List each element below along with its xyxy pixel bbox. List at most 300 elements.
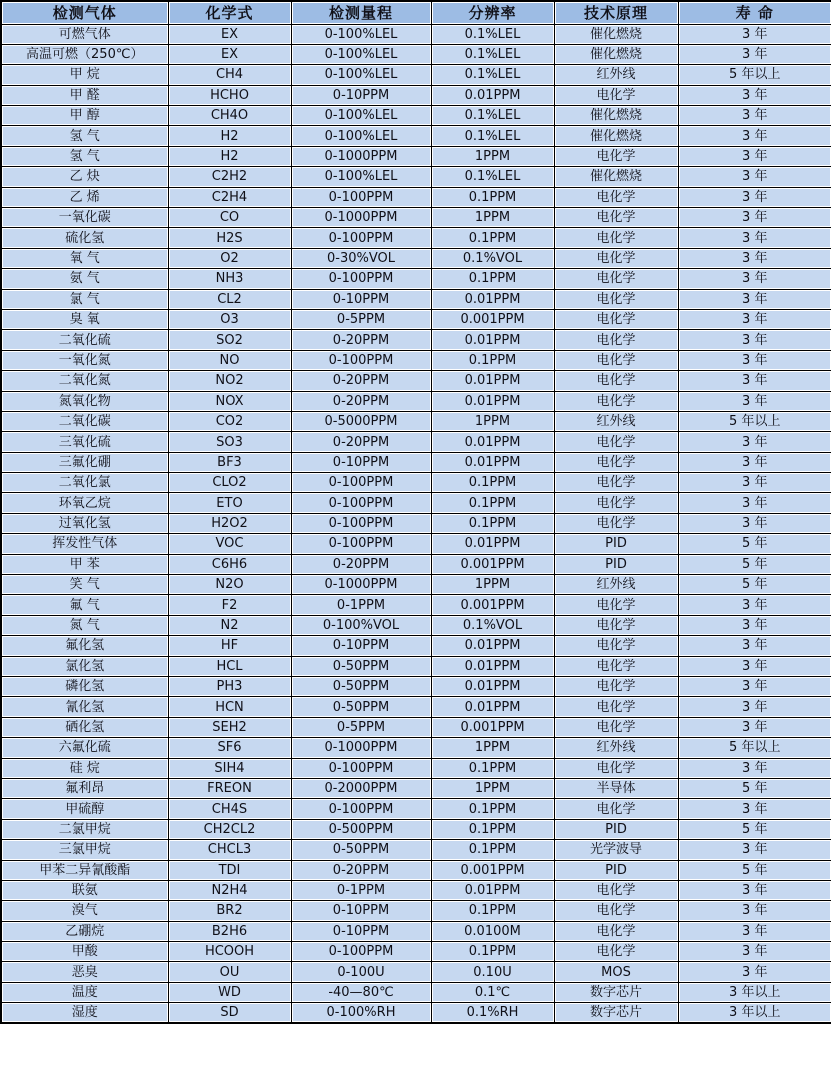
cell-technical-principle: 催化燃烧 bbox=[554, 167, 678, 187]
cell-gas-name: 乙硼烷 bbox=[1, 921, 168, 941]
cell-gas-name: 三氟化硼 bbox=[1, 452, 168, 472]
cell-gas-name: 湿度 bbox=[1, 1003, 168, 1023]
cell-lifespan: 3 年 bbox=[678, 330, 831, 350]
cell-gas-name: 氟化氢 bbox=[1, 636, 168, 656]
cell-resolution: 0.1PPM bbox=[431, 942, 554, 962]
cell-detection-range: 0-20PPM bbox=[291, 554, 431, 574]
cell-resolution: 0.01PPM bbox=[431, 371, 554, 391]
cell-detection-range: 0-500PPM bbox=[291, 819, 431, 839]
cell-technical-principle: 电化学 bbox=[554, 615, 678, 635]
cell-gas-name: 温度 bbox=[1, 982, 168, 1002]
table-header bbox=[1, 1, 831, 24]
column-header-chemical-formula: 化学式 bbox=[168, 1, 291, 24]
cell-technical-principle: 光学波导 bbox=[554, 840, 678, 860]
cell-detection-range: 0-50PPM bbox=[291, 677, 431, 697]
cell-detection-range: 0-100PPM bbox=[291, 513, 431, 533]
cell-technical-principle: 电化学 bbox=[554, 391, 678, 411]
cell-detection-range: 0-1000PPM bbox=[291, 575, 431, 595]
table-row bbox=[1, 697, 831, 717]
cell-resolution: 0.01PPM bbox=[431, 880, 554, 900]
cell-chemical-formula: HCN bbox=[168, 697, 291, 717]
cell-lifespan: 5 年以上 bbox=[678, 65, 831, 85]
cell-detection-range: 0-100PPM bbox=[291, 799, 431, 819]
cell-technical-principle: 电化学 bbox=[554, 473, 678, 493]
cell-gas-name: 二氧化硫 bbox=[1, 330, 168, 350]
table-row bbox=[1, 391, 831, 411]
cell-chemical-formula: CL2 bbox=[168, 289, 291, 309]
cell-gas-name: 二氧化氮 bbox=[1, 371, 168, 391]
table-row bbox=[1, 85, 831, 105]
cell-lifespan: 5 年 bbox=[678, 534, 831, 554]
cell-detection-range: 0-2000PPM bbox=[291, 778, 431, 798]
cell-resolution: 0.1%LEL bbox=[431, 167, 554, 187]
cell-gas-name: 过氧化氢 bbox=[1, 513, 168, 533]
cell-detection-range: 0-20PPM bbox=[291, 371, 431, 391]
cell-chemical-formula: F2 bbox=[168, 595, 291, 615]
cell-resolution: 1PPM bbox=[431, 738, 554, 758]
cell-resolution: 0.1%LEL bbox=[431, 44, 554, 64]
cell-gas-name: 甲 醛 bbox=[1, 85, 168, 105]
cell-chemical-formula: SF6 bbox=[168, 738, 291, 758]
cell-detection-range: 0-1PPM bbox=[291, 880, 431, 900]
table-row bbox=[1, 554, 831, 574]
table-row bbox=[1, 942, 831, 962]
cell-resolution: 0.1PPM bbox=[431, 187, 554, 207]
cell-gas-name: 恶臭 bbox=[1, 962, 168, 982]
cell-technical-principle: 电化学 bbox=[554, 636, 678, 656]
cell-resolution: 0.01PPM bbox=[431, 636, 554, 656]
table-row bbox=[1, 452, 831, 472]
cell-resolution: 0.1PPM bbox=[431, 819, 554, 839]
table-row bbox=[1, 269, 831, 289]
cell-gas-name: 氧 气 bbox=[1, 248, 168, 268]
cell-gas-name: 氟 气 bbox=[1, 595, 168, 615]
cell-chemical-formula: CH4S bbox=[168, 799, 291, 819]
cell-lifespan: 3 年 bbox=[678, 85, 831, 105]
cell-gas-name: 氟利昂 bbox=[1, 778, 168, 798]
cell-gas-name: 二氧化氯 bbox=[1, 473, 168, 493]
cell-detection-range: 0-100%LEL bbox=[291, 126, 431, 146]
table-row bbox=[1, 778, 831, 798]
cell-detection-range: 0-10PPM bbox=[291, 921, 431, 941]
cell-gas-name: 挥发性气体 bbox=[1, 534, 168, 554]
cell-lifespan: 3 年 bbox=[678, 840, 831, 860]
cell-gas-name: 高温可燃（250℃） bbox=[1, 44, 168, 64]
table-row bbox=[1, 411, 831, 431]
cell-lifespan: 5 年 bbox=[678, 575, 831, 595]
table-row bbox=[1, 982, 831, 1002]
cell-technical-principle: 电化学 bbox=[554, 758, 678, 778]
cell-lifespan: 3 年 bbox=[678, 901, 831, 921]
table-row bbox=[1, 758, 831, 778]
cell-detection-range: 0-1000PPM bbox=[291, 146, 431, 166]
cell-lifespan: 3 年 bbox=[678, 942, 831, 962]
cell-resolution: 0.01PPM bbox=[431, 391, 554, 411]
cell-lifespan: 3 年 bbox=[678, 656, 831, 676]
cell-detection-range: 0-10PPM bbox=[291, 901, 431, 921]
cell-detection-range: 0-100PPM bbox=[291, 187, 431, 207]
cell-technical-principle: 催化燃烧 bbox=[554, 126, 678, 146]
cell-resolution: 0.1%LEL bbox=[431, 24, 554, 44]
cell-lifespan: 3 年 bbox=[678, 921, 831, 941]
cell-gas-name: 甲 醇 bbox=[1, 106, 168, 126]
cell-lifespan: 3 年 bbox=[678, 962, 831, 982]
table-row bbox=[1, 575, 831, 595]
cell-lifespan: 5 年 bbox=[678, 554, 831, 574]
cell-gas-name: 氰化氢 bbox=[1, 697, 168, 717]
table-row bbox=[1, 330, 831, 350]
cell-lifespan: 5 年 bbox=[678, 778, 831, 798]
cell-chemical-formula: VOC bbox=[168, 534, 291, 554]
cell-technical-principle: 红外线 bbox=[554, 411, 678, 431]
table-row bbox=[1, 493, 831, 513]
cell-resolution: 0.001PPM bbox=[431, 860, 554, 880]
cell-detection-range: 0-1000PPM bbox=[291, 208, 431, 228]
cell-gas-name: 氯化氢 bbox=[1, 656, 168, 676]
cell-lifespan: 3 年 bbox=[678, 371, 831, 391]
cell-detection-range: 0-20PPM bbox=[291, 330, 431, 350]
cell-technical-principle: 电化学 bbox=[554, 371, 678, 391]
cell-chemical-formula: SD bbox=[168, 1003, 291, 1023]
cell-gas-name: 笑 气 bbox=[1, 575, 168, 595]
cell-technical-principle: 电化学 bbox=[554, 595, 678, 615]
cell-resolution: 0.1℃ bbox=[431, 982, 554, 1002]
cell-resolution: 1PPM bbox=[431, 575, 554, 595]
cell-detection-range: 0-20PPM bbox=[291, 860, 431, 880]
cell-detection-range: 0-100%VOL bbox=[291, 615, 431, 635]
cell-resolution: 1PPM bbox=[431, 146, 554, 166]
cell-detection-range: 0-50PPM bbox=[291, 840, 431, 860]
cell-gas-name: 氯 气 bbox=[1, 289, 168, 309]
cell-technical-principle: 电化学 bbox=[554, 452, 678, 472]
table-row bbox=[1, 962, 831, 982]
cell-detection-range: 0-50PPM bbox=[291, 656, 431, 676]
table-row bbox=[1, 208, 831, 228]
cell-detection-range: 0-100PPM bbox=[291, 758, 431, 778]
cell-detection-range: -40—80℃ bbox=[291, 982, 431, 1002]
cell-technical-principle: 红外线 bbox=[554, 575, 678, 595]
cell-resolution: 0.1PPM bbox=[431, 840, 554, 860]
cell-resolution: 0.01PPM bbox=[431, 330, 554, 350]
column-header-lifespan: 寿 命 bbox=[678, 1, 831, 24]
cell-chemical-formula: TDI bbox=[168, 860, 291, 880]
cell-lifespan: 3 年 bbox=[678, 615, 831, 635]
cell-gas-name: 氮 气 bbox=[1, 615, 168, 635]
cell-resolution: 0.1%LEL bbox=[431, 126, 554, 146]
cell-detection-range: 0-5PPM bbox=[291, 309, 431, 329]
cell-chemical-formula: OU bbox=[168, 962, 291, 982]
cell-gas-name: 甲苯二异氰酸酯 bbox=[1, 860, 168, 880]
table-row bbox=[1, 44, 831, 64]
cell-lifespan: 3 年 bbox=[678, 167, 831, 187]
cell-resolution: 0.10U bbox=[431, 962, 554, 982]
column-header-detection-range: 检测量程 bbox=[291, 1, 431, 24]
cell-resolution: 0.1PPM bbox=[431, 473, 554, 493]
cell-chemical-formula: O3 bbox=[168, 309, 291, 329]
cell-gas-name: 环氧乙烷 bbox=[1, 493, 168, 513]
cell-lifespan: 3 年 bbox=[678, 880, 831, 900]
cell-gas-name: 二氯甲烷 bbox=[1, 819, 168, 839]
cell-technical-principle: 电化学 bbox=[554, 799, 678, 819]
cell-technical-principle: 电化学 bbox=[554, 513, 678, 533]
cell-chemical-formula: CHCL3 bbox=[168, 840, 291, 860]
table-row bbox=[1, 840, 831, 860]
cell-technical-principle: PID bbox=[554, 819, 678, 839]
cell-resolution: 0.01PPM bbox=[431, 534, 554, 554]
cell-chemical-formula: CH4 bbox=[168, 65, 291, 85]
cell-resolution: 1PPM bbox=[431, 208, 554, 228]
cell-lifespan: 3 年以上 bbox=[678, 1003, 831, 1023]
table-row bbox=[1, 106, 831, 126]
table-row bbox=[1, 901, 831, 921]
cell-resolution: 0.01PPM bbox=[431, 289, 554, 309]
cell-lifespan: 3 年 bbox=[678, 493, 831, 513]
cell-technical-principle: 电化学 bbox=[554, 901, 678, 921]
cell-resolution: 0.01PPM bbox=[431, 432, 554, 452]
cell-lifespan: 3 年 bbox=[678, 126, 831, 146]
table-row bbox=[1, 513, 831, 533]
table-row bbox=[1, 819, 831, 839]
cell-chemical-formula: O2 bbox=[168, 248, 291, 268]
cell-detection-range: 0-100%RH bbox=[291, 1003, 431, 1023]
cell-lifespan: 5 年 bbox=[678, 860, 831, 880]
cell-chemical-formula: BR2 bbox=[168, 901, 291, 921]
cell-detection-range: 0-5PPM bbox=[291, 717, 431, 737]
cell-detection-range: 0-10PPM bbox=[291, 636, 431, 656]
cell-technical-principle: 电化学 bbox=[554, 697, 678, 717]
cell-detection-range: 0-10PPM bbox=[291, 452, 431, 472]
cell-resolution: 1PPM bbox=[431, 411, 554, 431]
table-row bbox=[1, 1003, 831, 1023]
cell-resolution: 0.1PPM bbox=[431, 228, 554, 248]
cell-chemical-formula: NO2 bbox=[168, 371, 291, 391]
table-row bbox=[1, 860, 831, 880]
table-row bbox=[1, 799, 831, 819]
cell-lifespan: 3 年 bbox=[678, 248, 831, 268]
cell-gas-name: 氮氧化物 bbox=[1, 391, 168, 411]
cell-chemical-formula: HCL bbox=[168, 656, 291, 676]
cell-technical-principle: 数字芯片 bbox=[554, 982, 678, 1002]
cell-lifespan: 5 年以上 bbox=[678, 411, 831, 431]
table-row bbox=[1, 371, 831, 391]
cell-technical-principle: MOS bbox=[554, 962, 678, 982]
cell-detection-range: 0-100%LEL bbox=[291, 44, 431, 64]
cell-detection-range: 0-50PPM bbox=[291, 697, 431, 717]
cell-gas-name: 一氧化氮 bbox=[1, 350, 168, 370]
cell-technical-principle: 电化学 bbox=[554, 942, 678, 962]
cell-detection-range: 0-100PPM bbox=[291, 473, 431, 493]
cell-chemical-formula: B2H6 bbox=[168, 921, 291, 941]
cell-lifespan: 3 年 bbox=[678, 799, 831, 819]
cell-lifespan: 3 年 bbox=[678, 513, 831, 533]
cell-resolution: 0.01PPM bbox=[431, 697, 554, 717]
cell-technical-principle: 电化学 bbox=[554, 493, 678, 513]
table-row bbox=[1, 248, 831, 268]
cell-gas-name: 甲 苯 bbox=[1, 554, 168, 574]
cell-detection-range: 0-20PPM bbox=[291, 391, 431, 411]
cell-detection-range: 0-10PPM bbox=[291, 289, 431, 309]
cell-gas-name: 三氧化硫 bbox=[1, 432, 168, 452]
cell-gas-name: 甲 烷 bbox=[1, 65, 168, 85]
cell-chemical-formula: SO3 bbox=[168, 432, 291, 452]
cell-technical-principle: 电化学 bbox=[554, 248, 678, 268]
cell-gas-name: 溴气 bbox=[1, 901, 168, 921]
cell-lifespan: 5 年以上 bbox=[678, 738, 831, 758]
cell-technical-principle: 电化学 bbox=[554, 350, 678, 370]
cell-chemical-formula: HCHO bbox=[168, 85, 291, 105]
cell-gas-name: 氨 气 bbox=[1, 269, 168, 289]
cell-gas-name: 硅 烷 bbox=[1, 758, 168, 778]
cell-resolution: 0.001PPM bbox=[431, 717, 554, 737]
cell-chemical-formula: H2S bbox=[168, 228, 291, 248]
cell-chemical-formula: C2H2 bbox=[168, 167, 291, 187]
cell-chemical-formula: EX bbox=[168, 44, 291, 64]
cell-detection-range: 0-100%LEL bbox=[291, 106, 431, 126]
cell-gas-name: 硫化氢 bbox=[1, 228, 168, 248]
cell-lifespan: 3 年 bbox=[678, 697, 831, 717]
cell-resolution: 0.1PPM bbox=[431, 513, 554, 533]
cell-chemical-formula: CH2CL2 bbox=[168, 819, 291, 839]
cell-gas-name: 臭 氧 bbox=[1, 309, 168, 329]
cell-chemical-formula: ETO bbox=[168, 493, 291, 513]
cell-chemical-formula: HCOOH bbox=[168, 942, 291, 962]
cell-chemical-formula: N2O bbox=[168, 575, 291, 595]
cell-gas-name: 一氧化碳 bbox=[1, 208, 168, 228]
cell-chemical-formula: CO2 bbox=[168, 411, 291, 431]
cell-technical-principle: 电化学 bbox=[554, 677, 678, 697]
cell-technical-principle: 电化学 bbox=[554, 717, 678, 737]
cell-technical-principle: 电化学 bbox=[554, 921, 678, 941]
cell-gas-name: 甲酸 bbox=[1, 942, 168, 962]
cell-lifespan: 3 年 bbox=[678, 289, 831, 309]
cell-gas-name: 六氟化硫 bbox=[1, 738, 168, 758]
cell-lifespan: 3 年 bbox=[678, 228, 831, 248]
cell-gas-name: 氢 气 bbox=[1, 146, 168, 166]
cell-detection-range: 0-100%LEL bbox=[291, 65, 431, 85]
cell-lifespan: 3 年 bbox=[678, 452, 831, 472]
table-row bbox=[1, 534, 831, 554]
table-row bbox=[1, 677, 831, 697]
cell-resolution: 0.0100M bbox=[431, 921, 554, 941]
cell-chemical-formula: H2 bbox=[168, 146, 291, 166]
cell-technical-principle: PID bbox=[554, 534, 678, 554]
cell-lifespan: 3 年 bbox=[678, 44, 831, 64]
cell-chemical-formula: NH3 bbox=[168, 269, 291, 289]
table-row bbox=[1, 738, 831, 758]
table-row bbox=[1, 595, 831, 615]
cell-resolution: 0.1PPM bbox=[431, 901, 554, 921]
cell-chemical-formula: NO bbox=[168, 350, 291, 370]
cell-lifespan: 3 年 bbox=[678, 636, 831, 656]
cell-chemical-formula: N2H4 bbox=[168, 880, 291, 900]
cell-lifespan: 5 年 bbox=[678, 819, 831, 839]
cell-gas-name: 磷化氢 bbox=[1, 677, 168, 697]
cell-resolution: 0.001PPM bbox=[431, 595, 554, 615]
cell-detection-range: 0-100PPM bbox=[291, 269, 431, 289]
cell-resolution: 0.1PPM bbox=[431, 758, 554, 778]
cell-chemical-formula: C2H4 bbox=[168, 187, 291, 207]
table-row bbox=[1, 126, 831, 146]
cell-technical-principle: 电化学 bbox=[554, 330, 678, 350]
cell-chemical-formula: NOX bbox=[168, 391, 291, 411]
table-row bbox=[1, 228, 831, 248]
cell-lifespan: 3 年 bbox=[678, 309, 831, 329]
cell-chemical-formula: CO bbox=[168, 208, 291, 228]
cell-chemical-formula: H2O2 bbox=[168, 513, 291, 533]
cell-resolution: 0.1%LEL bbox=[431, 106, 554, 126]
table-row bbox=[1, 24, 831, 44]
cell-lifespan: 3 年 bbox=[678, 146, 831, 166]
cell-lifespan: 3 年以上 bbox=[678, 982, 831, 1002]
cell-technical-principle: 半导体 bbox=[554, 778, 678, 798]
cell-technical-principle: 电化学 bbox=[554, 228, 678, 248]
cell-chemical-formula: H2 bbox=[168, 126, 291, 146]
cell-chemical-formula: FREON bbox=[168, 778, 291, 798]
cell-lifespan: 3 年 bbox=[678, 269, 831, 289]
cell-chemical-formula: BF3 bbox=[168, 452, 291, 472]
table-row bbox=[1, 309, 831, 329]
table-row bbox=[1, 880, 831, 900]
cell-gas-name: 可燃气体 bbox=[1, 24, 168, 44]
table-row bbox=[1, 432, 831, 452]
cell-lifespan: 3 年 bbox=[678, 717, 831, 737]
cell-technical-principle: 电化学 bbox=[554, 85, 678, 105]
cell-resolution: 0.01PPM bbox=[431, 677, 554, 697]
table-row bbox=[1, 717, 831, 737]
cell-resolution: 1PPM bbox=[431, 778, 554, 798]
cell-technical-principle: 红外线 bbox=[554, 65, 678, 85]
cell-chemical-formula: SEH2 bbox=[168, 717, 291, 737]
cell-detection-range: 0-100%LEL bbox=[291, 167, 431, 187]
cell-detection-range: 0-1PPM bbox=[291, 595, 431, 615]
cell-technical-principle: 红外线 bbox=[554, 738, 678, 758]
cell-lifespan: 3 年 bbox=[678, 595, 831, 615]
column-header-technical-principle: 技术原理 bbox=[554, 1, 678, 24]
cell-resolution: 0.01PPM bbox=[431, 656, 554, 676]
cell-resolution: 0.1PPM bbox=[431, 799, 554, 819]
cell-technical-principle: 电化学 bbox=[554, 269, 678, 289]
table-row bbox=[1, 350, 831, 370]
cell-lifespan: 3 年 bbox=[678, 758, 831, 778]
cell-detection-range: 0-100%LEL bbox=[291, 24, 431, 44]
cell-resolution: 0.1%VOL bbox=[431, 615, 554, 635]
cell-lifespan: 3 年 bbox=[678, 24, 831, 44]
cell-lifespan: 3 年 bbox=[678, 677, 831, 697]
cell-detection-range: 0-1000PPM bbox=[291, 738, 431, 758]
table-body bbox=[1, 24, 831, 1023]
column-header-resolution: 分辨率 bbox=[431, 1, 554, 24]
cell-detection-range: 0-5000PPM bbox=[291, 411, 431, 431]
cell-resolution: 0.01PPM bbox=[431, 452, 554, 472]
cell-technical-principle: 电化学 bbox=[554, 309, 678, 329]
cell-resolution: 0.1%VOL bbox=[431, 248, 554, 268]
cell-detection-range: 0-10PPM bbox=[291, 85, 431, 105]
cell-lifespan: 3 年 bbox=[678, 432, 831, 452]
cell-technical-principle: 催化燃烧 bbox=[554, 44, 678, 64]
cell-technical-principle: 催化燃烧 bbox=[554, 24, 678, 44]
cell-chemical-formula: C6H6 bbox=[168, 554, 291, 574]
cell-gas-name: 乙 烯 bbox=[1, 187, 168, 207]
cell-technical-principle: 电化学 bbox=[554, 289, 678, 309]
table-row bbox=[1, 615, 831, 635]
cell-technical-principle: 电化学 bbox=[554, 208, 678, 228]
cell-resolution: 0.1%LEL bbox=[431, 65, 554, 85]
cell-gas-name: 二氧化碳 bbox=[1, 411, 168, 431]
cell-technical-principle: 电化学 bbox=[554, 146, 678, 166]
cell-detection-range: 0-20PPM bbox=[291, 432, 431, 452]
cell-lifespan: 3 年 bbox=[678, 208, 831, 228]
cell-detection-range: 0-100PPM bbox=[291, 493, 431, 513]
